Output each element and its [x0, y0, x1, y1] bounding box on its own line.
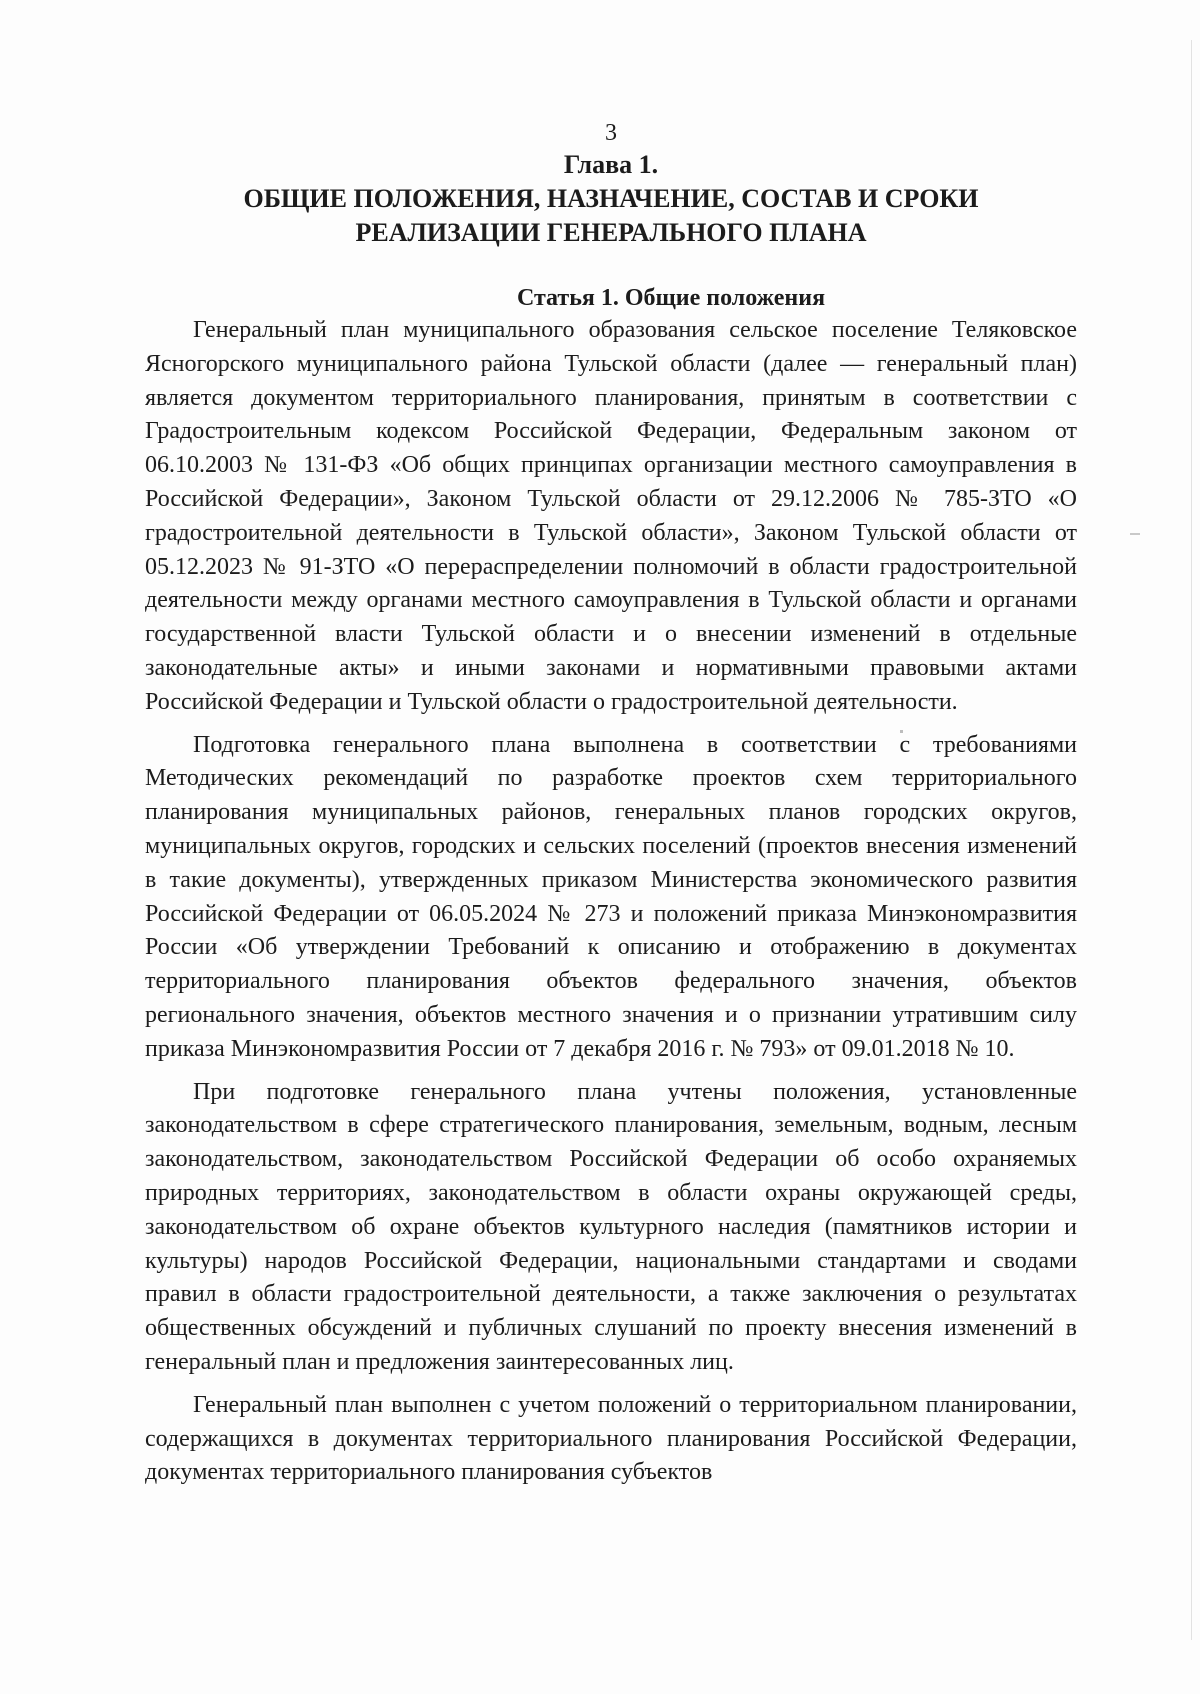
- paragraph-methodology: Подготовка генерального плана выполнена в соответствии с требованиями Методических рекомендаций по разработке проектов схем территориального планирования муниципальных районов, генеральных планов городских округов, муниципальных округов, городских и сельских поселений (проектов внесения изменений в такие документы), утвержденных приказом Министерства экономического развития Российской Федерации от 06.05.2024 № 273 и положений приказа Минэкономразвития России «Об утверждении Требований к описанию и отображению в документах территориального планирования объектов федерального значения, объектов регионального значения, объектов местного значения и о признании утратившим силу приказа Минэкономразвития России от 7 декабря 2016 г. № 793» от 09.01.2018 № 10.: [145, 731, 1077, 1062]
- paragraph-legal-basis: Генеральный план муниципального образования сельское поселение Теляковское Ясногорского муниципального района Тульской области (далее — генеральный план) является документом территориального планирования, принятым в соответствии с Градостроительным кодексом Российской Федерации, Федеральным законом от 06.10.2003 № 131-ФЗ «Об общих принципах организации местного самоуправления в Российской Федерации», Законом Тульской области от 29.12.2006 № 785-ЗТО «О градостроительной деятельности в Тульской области», Законом Тульской области от 05.12.2023 № 91-ЗТО «О перераспределении полномочий в области градостроительной деятельности между органами местного самоуправления в Тульской области и органами государственной власти Тульской области и о внесении изменений в отдельные законодательные акты» и иными законами и нормативными правовыми актами Российской Федерации и Тульской области о градостроительной деятельности.: [145, 317, 1077, 715]
- article-heading: Статья 1. Общие положения: [516, 285, 826, 311]
- page-number: 3: [605, 120, 617, 146]
- scan-dash-mark: [1130, 533, 1140, 535]
- scan-edge-line: [1191, 40, 1192, 1640]
- paragraph-considerations: При подготовке генерального плана учтены положения, установленные законодательством в сфере стратегического планирования, земельным, водным, лесным законодательством, законодательством Российской Федерации об особо охраняемых природных территориях, законодательством в области охраны окружающей среды, законодательством об охране объектов культурного наследия (памятников истории и культуры) народов Российской Федерации, национальными стандартами и сводами правил в области градостроительной деятельности, а также заключения о результатах общественных обсуждений и публичных слушаний по проекту внесения изменений в генеральный план и предложения заинтересованных лиц.: [145, 1078, 1077, 1375]
- page-content: [145, 118, 1077, 1490]
- chapter-title: ОБЩИЕ ПОЛОЖЕНИЯ, НАЗНАЧЕНИЕ, СОСТАВ И СРОКИ РЕАЛИЗАЦИИ ГЕНЕРАЛЬНОГО ПЛАНА: [243, 184, 979, 247]
- paragraph-territorial-planning: Генеральный план выполнен с учетом положений о территориальном планировании, содержащихся в документах территориального планирования Российской Федерации, документах территориального планирования субъектов: [145, 1391, 1077, 1486]
- chapter-label: Глава 1.: [563, 150, 659, 179]
